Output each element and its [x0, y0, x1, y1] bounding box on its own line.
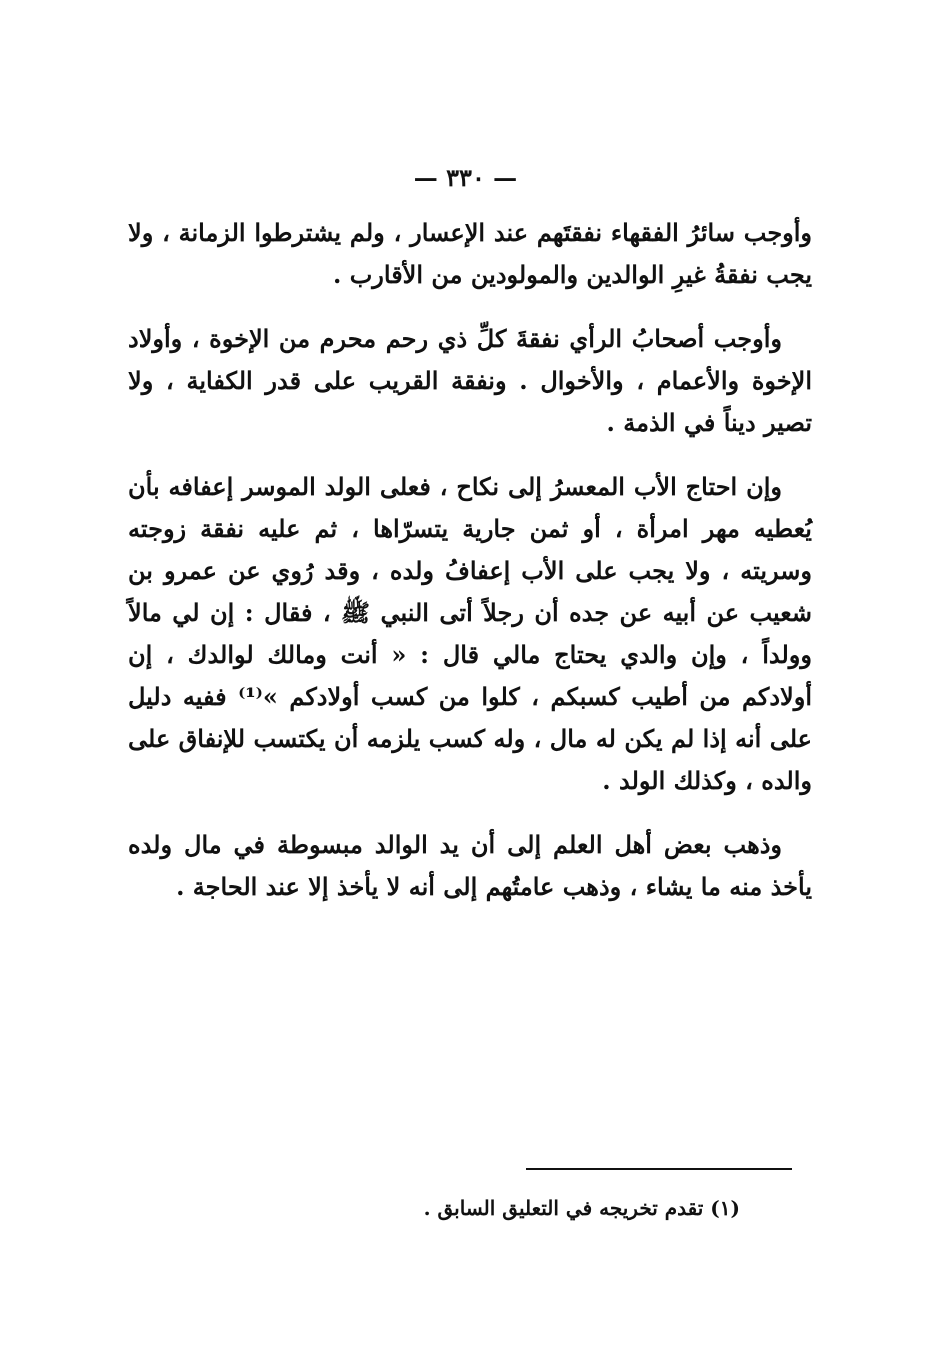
paragraph-4: وذهب بعض أهل العلم إلى أن يد الوالد مبسوطة في مال ولده يأخذ منه ما يشاء ، وذهب عامتُهم إلى أنه لا يأخذ إلا عند الحاجة .: [128, 830, 812, 901]
footnote: (١) تقدم تخريجه في التعليق السابق .: [423, 1196, 740, 1220]
paragraph-3: وإن احتاج الأب المعسرُ إلى نكاح ، فعلى الولد الموسر إعفافه بأن يُعطيه مهر امرأة ، أو ثمن جارية يتسرّاها ، ثم عليه نفقة زوجته وسريته ، ولا يجب على الأب إعفافُ ولده ، وقد رُوي عن عمرو بن شعيب عن أبيه عن جده أن رجلاً أتى النبي ﷺ ، فقال : إن لي مالاً وولداً ، وإن والدي يحتاج مالي قال : « أنت ومالك لوالدك ، إن أولادكم من أطيب كسبكم ، كلوا من كسب أولادكم »⁽¹⁾ ففيه دليل على أنه إذا لم يكن له مال ، وله كسب يلزمه أن يكتسب للإنفاق على والده ، وكذلك الولد .: [128, 472, 812, 795]
page-number: — ٣٣٠ —: [413, 163, 518, 192]
paragraph-1: وأوجب سائرُ الفقهاء نفقتَهم عند الإعسار ، ولم يشترطوا الزمانة ، ولا يجب نفقةُ غيرِ الوالدين والمولودين من الأقارب .: [128, 218, 812, 289]
footnote-divider: [526, 1168, 792, 1170]
paragraph-2: وأوجب أصحابُ الرأي نفقةَ كلِّ ذي رحم محرم من الإخوة ، وأولاد الإخوة والأعمام ، والأخوال . ونفقة القريب على قدر الكفاية ، ولا تصير ديناً في الذمة .: [128, 324, 812, 437]
main-text: [128, 212, 812, 930]
